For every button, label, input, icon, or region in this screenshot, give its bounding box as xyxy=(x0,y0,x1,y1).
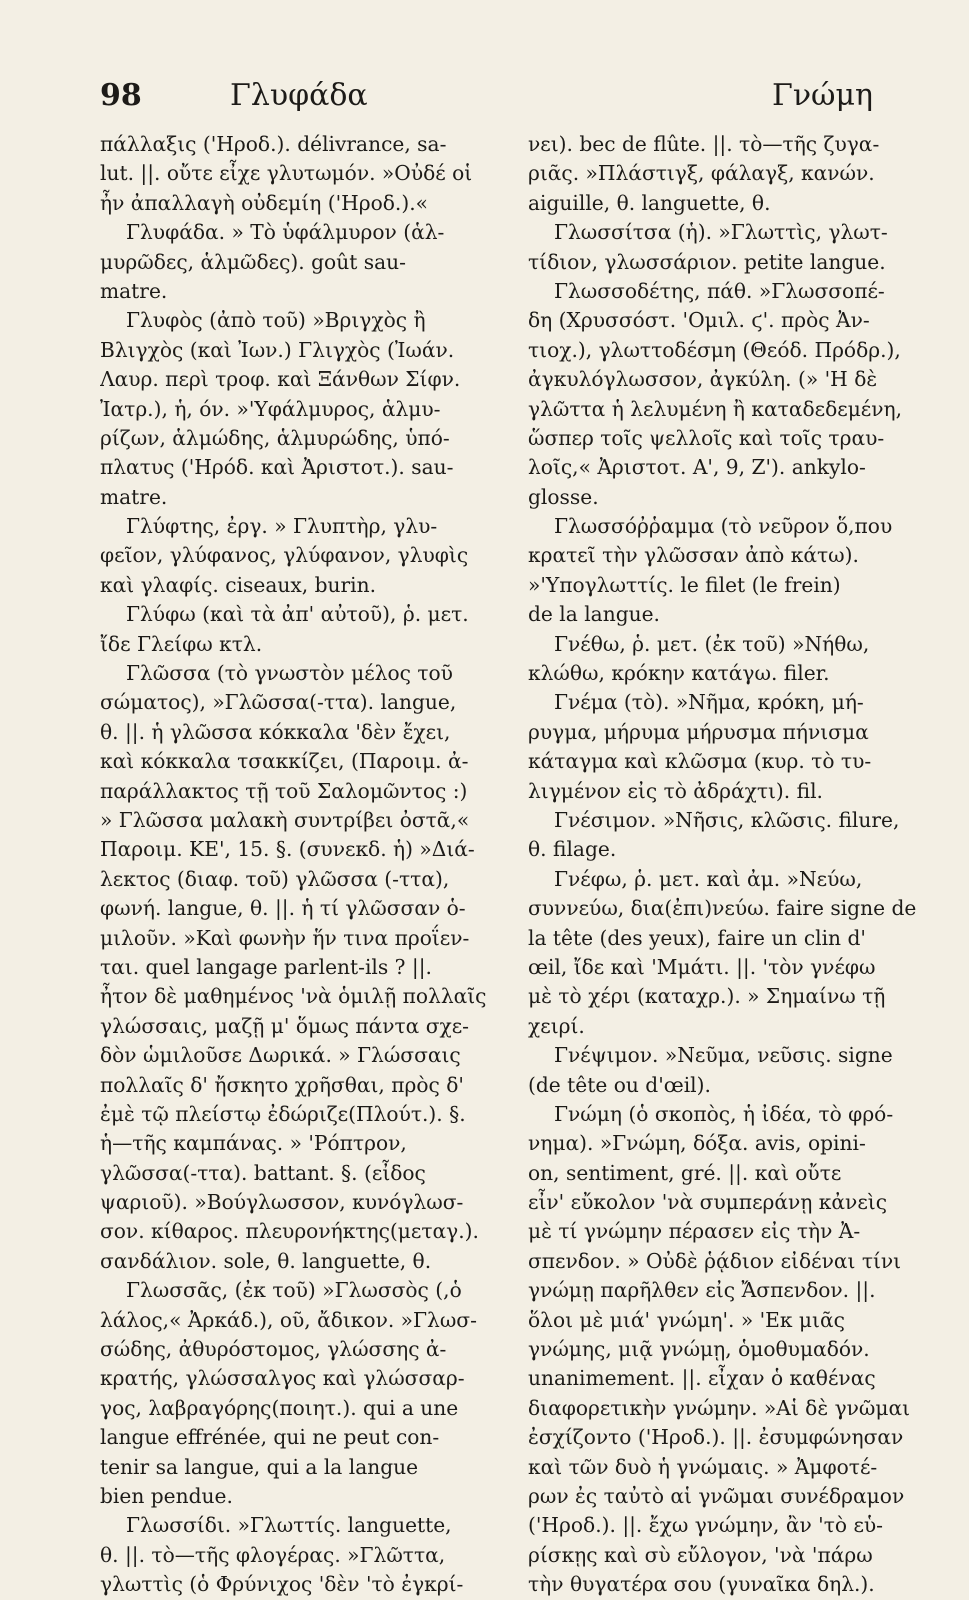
entry-line: Γλωσσίτσα (ἡ). »Γλωττὶς, γλωτ- xyxy=(554,220,888,245)
entry-line: χειρί. xyxy=(528,1013,585,1038)
entry-line: μυρῶδες, ἁλμῶδες). goût sau- xyxy=(100,249,406,274)
entry-line: ρίσκῃς καὶ σὺ εὔλογον, 'νὰ 'πάρω xyxy=(528,1542,873,1567)
entry-line: συννεύω, δια(ἐπι)νεύω. faire signe de xyxy=(528,896,917,921)
entry-line: τίδιον, γλωσσάριον. petite langue. xyxy=(528,249,886,274)
entry-line: πάλλαξις ('Ηροδ.). délivrance, sa- xyxy=(100,132,447,156)
entry-line: νημα). »Γνώμη, δόξα. avis, opini- xyxy=(528,1131,866,1156)
entry-line: διαφορετικὴν γνώμην. »Αἱ δὲ γνῶμαι xyxy=(528,1395,911,1420)
entry-line: ρυγμα, μήρυμα μήρυσμα πήνισμα xyxy=(528,719,869,744)
page-number: 98 xyxy=(100,78,142,113)
entry-line: σανδάλιον. sole, θ. languette, θ. xyxy=(100,1248,432,1273)
entry-line: Ἰατρ.), ἡ, όν. »'Υφάλμυρος, ἁλμυ- xyxy=(100,396,441,421)
entry-line: σον. κίθαρος. πλευρονήκτης(μεταγ.). xyxy=(100,1219,479,1244)
entry-line: unanimement. ||. εἶχαν ὁ καθένας xyxy=(528,1366,876,1391)
entry-line: aiguille, θ. languette, θ. xyxy=(528,190,771,215)
entry-line: λεκτος (διαφ. τοῦ) γλῶσσα (-ττα), xyxy=(100,866,450,891)
entry-line: γνώμῃ παρῆλθεν εἰς Ἄσπενδον. ||. xyxy=(528,1278,876,1303)
entry-line: glosse. xyxy=(528,484,599,509)
entry-line: γλῶσσα(-ττα). battant. §. (εἶδος xyxy=(100,1160,426,1185)
entry-line: ἐμὲ τῷ πλείστῳ ἐδώριζε(Πλούτ.). §. xyxy=(100,1101,466,1126)
entry-line: κλώθω, κρόκην κατάγω. filer. xyxy=(528,661,830,686)
entry-line: ἦτον δὲ μαθημένος 'νὰ ὁμιλῇ πολλαῖς xyxy=(100,984,487,1009)
entry-line: Γλύφω (καὶ τὰ ἀπ' αὐτοῦ), ῥ. μετ. xyxy=(126,602,469,627)
two-column-body xyxy=(100,130,933,1597)
entry-line: lut. ||. οὔτε εἶχε γλυτωμόν. »Οὐδέ οἱ xyxy=(100,161,473,186)
entry-line: σπενδον. » Οὐδὲ ῥᾴδιον εἰδέναι τίνι xyxy=(528,1248,902,1273)
entry-line: μὲ τὸ χέρι (καταχρ.). » Σημαίνω τῇ xyxy=(528,984,886,1009)
entry-line: καὶ γλαφίς. ciseaux, burin. xyxy=(100,572,377,597)
entry-line: δη (Χρυσσόστ. 'Ομιλ. ϛ'. πρὸς Ἀν- xyxy=(528,308,870,333)
left-guide-word: Γλυφάδα xyxy=(230,78,368,113)
entry-line: θ. ||. ἡ γλῶσσα κόκκαλα 'δὲν ἔχει, xyxy=(100,719,451,744)
entry-line: σώματος), »Γλῶσσα(-ττα). langue, xyxy=(100,690,457,715)
entry-line: (de tête ou d'œil). xyxy=(528,1072,711,1097)
entry-line: ψαριοῦ). »Βούγλωσσον, κυνόγλωσ- xyxy=(100,1190,464,1215)
entry-line: ὅλοι μὲ μιά' γνώμη'. » 'Εκ μιᾶς xyxy=(528,1307,845,1332)
entry-line: γλώσσαις, μαζῇ μ' ὅμως πάντα σχε- xyxy=(100,1013,470,1038)
entry-line: Γνώμη (ὁ σκοπὸς, ἡ ἰδέα, τὸ φρό- xyxy=(554,1101,894,1126)
entry-line: κρατεῖ τὴν γλῶσσαν ἀπὸ κάτω). xyxy=(528,543,859,568)
entry-line: καὶ τῶν δυὸ ἡ γνώμαις. » Ἀμφοτέ- xyxy=(528,1454,878,1479)
entry-line: matre. xyxy=(100,484,168,509)
entry-line: κάταγμα καὶ κλῶσμα (κυρ. τὸ τυ- xyxy=(528,749,872,774)
entry-line: πολλαῖς δ' ἤσκητο χρῆσθαι, πρὸς δ' xyxy=(100,1072,464,1097)
entry-line: ἴδε Γλείφω κτλ. xyxy=(100,631,263,656)
entry-line: θ. filage. xyxy=(528,837,617,862)
entry-line: εἶν' εὔκολον 'νὰ συμπεράνῃ κἀνεὶς xyxy=(528,1190,888,1215)
entry-line: la tête (des yeux), faire un clin d' xyxy=(528,925,866,950)
entry-line: γνώμης, μιᾷ γνώμῃ, ὁμοθυμαδόν. xyxy=(528,1337,870,1362)
right-column xyxy=(528,130,928,1600)
left-column xyxy=(100,130,495,1600)
entry-line: ἡ—τῆς καμπάνας. » 'Ρόπτρον, xyxy=(100,1131,407,1156)
entry-line: θ. ||. τὸ—τῆς φλογέρας. »Γλῶττα, xyxy=(100,1542,446,1567)
entry-line: Γλωσσᾶς, (ἐκ τοῦ) »Γλωσσὸς (,ὁ xyxy=(126,1278,462,1303)
entry-line: λιγμένον εἰς τὸ ἀδράχτι). fil. xyxy=(528,778,823,803)
running-head xyxy=(100,78,933,118)
entry-line: » Γλῶσσα μαλακὴ συντρίβει ὀστᾶ,« xyxy=(100,807,470,832)
entry-line: λάλος,« Ἀρκάδ.), οῦ, ἄδικον. »Γλωσ- xyxy=(100,1307,477,1332)
entry-line: γος, λαβραγόρης(ποιητ.). qui a une xyxy=(100,1395,459,1420)
entry-line: λοῖς,« Ἀριστοτ. Α', 9, Ζ'). ankylo- xyxy=(528,455,866,480)
entry-line: Γνέφω, ῥ. μετ. καὶ ἀμ. »Νεύω, xyxy=(554,866,863,891)
entry-line: Παροιμ. ΚΕ', 15. §. (συνεκδ. ἡ) »Διά- xyxy=(100,837,475,862)
entry-line: φεῖον, γλύφανος, γλύφανον, γλυφὶς xyxy=(100,543,469,568)
entry-line: Γλῶσσα (τὸ γνωστὸν μέλος τοῦ xyxy=(126,661,453,686)
entry-line: φωνή. langue, θ. ||. ἡ τί γλῶσσαν ὁ- xyxy=(100,896,466,921)
entry-line: Γλωσσόῤῥαμμα (τὸ νεῦρον ὅ,που xyxy=(554,514,893,539)
entry-line: Γνέμα (τὸ). »Νῆμα, κρόκη, μή- xyxy=(554,690,864,715)
entry-line: τὴν θυγατέρα σου (γυναῖκα δηλ.). xyxy=(528,1572,875,1597)
entry-line: παράλλακτος τῇ τοῦ Σαλομῶντος :) xyxy=(100,778,468,803)
entry-line: ριᾶς. »Πλάστιγξ, φάλαγξ, κανών. xyxy=(528,161,875,186)
entry-line: ρίζων, ἁλμώδης, ἁλμυρώδης, ὑπό- xyxy=(100,425,450,450)
entry-line: καὶ κόκκαλα τσακκίζει, (Παροιμ. ἀ- xyxy=(100,749,469,774)
entry-line: ρων ἐς ταὐτὸ αἱ γνῶμαι συνέδραμον xyxy=(528,1483,905,1508)
entry-line: Γνέθω, ῥ. μετ. (ἐκ τοῦ) »Νήθω, xyxy=(554,631,870,656)
entry-line: Λαυρ. περὶ τροφ. καὶ Ξάνθων Σίφν. xyxy=(100,367,461,392)
entry-line: ἐσχίζοντο ('Ηροδ.). ||. ἐσυμφώνησαν xyxy=(528,1425,904,1450)
entry-line: Βλιγχὸς (καὶ Ἰων.) Γλιγχὸς (Ἰωάν. xyxy=(100,337,455,362)
entry-line: on, sentiment, gré. ||. καὶ οὔτε xyxy=(528,1160,842,1185)
entry-line: γλωττὶς (ὁ Φρύνιχος 'δὲν 'τὸ ἐγκρί- xyxy=(100,1572,464,1597)
entry-line: ἦν ἀπαλλαγὴ οὐδεμίη ('Ηροδ.).« xyxy=(100,190,428,215)
entry-line: γλῶττα ἡ λελυμένη ἢ καταδεδεμένη, xyxy=(528,396,903,421)
entry-line: ἀγκυλόγλωσσον, ἀγκύλη. (» 'Η δὲ xyxy=(528,367,878,392)
entry-line: Γνέσιμον. »Νῆσις, κλῶσις. filure, xyxy=(554,807,900,832)
entry-line: ὥσπερ τοῖς ψελλοῖς καὶ τοῖς τραυ- xyxy=(528,425,885,450)
entry-line: ('Ηροδ.). ||. ἔχω γνώμην, ἂν 'τὸ εὑ- xyxy=(528,1513,883,1538)
entry-line: »'Υπογλωττίς. le filet (le frein) xyxy=(528,572,841,597)
entry-line: μιλοῦν. »Καὶ φωνὴν ἥν τινα προΐεν- xyxy=(100,925,470,950)
entry-line: σώδης, ἀθυρόστομος, γλώσσης ἀ- xyxy=(100,1337,447,1362)
entry-line: μὲ τί γνώμην πέρασεν εἰς τὴν Ἀ- xyxy=(528,1219,861,1244)
entry-line: matre. xyxy=(100,278,168,303)
entry-line: langue effrénée, qui ne peut con- xyxy=(100,1425,440,1450)
right-guide-word: Γνώμη xyxy=(772,78,873,113)
entry-line: tenir sa langue, qui a la langue xyxy=(100,1454,419,1479)
entry-line: τιοχ.), γλωττοδέσμη (Θεόδ. Πρόδρ.), xyxy=(528,337,901,362)
entry-line: Γλύφτης, ἐργ. » Γλυπτὴρ, γλυ- xyxy=(126,514,438,539)
entry-line: Γλωσσίδι. »Γλωττίς. languette, xyxy=(126,1513,452,1538)
entry-line: νει). bec de flûte. ||. τὸ—τῆς ζυγα- xyxy=(528,132,880,156)
entry-line: δὸν ὡμιλοῦσε Δωρικά. » Γλώσσαις xyxy=(100,1043,461,1068)
entry-line: bien pendue. xyxy=(100,1483,233,1508)
entry-line: κρατής, γλώσσαλγος καὶ γλώσσαρ- xyxy=(100,1366,465,1391)
entry-line: de la langue. xyxy=(528,602,660,627)
entry-line: Γνέψιμον. »Νεῦμα, νεῦσις. signe xyxy=(554,1043,893,1068)
entry-line: œil, ἴδε καὶ 'Μμάτι. ||. 'τὸν γνέφω xyxy=(528,954,876,979)
entry-line: πλατυς ('Ηρόδ. καὶ Ἀριστοτ.). sau- xyxy=(100,455,454,480)
entry-line: Γλυφὸς (ἀπὸ τοῦ) »Βριγχὸς ἢ xyxy=(126,308,426,333)
entry-line: Γλωσσοδέτης, πάθ. »Γλωσσοπέ- xyxy=(554,278,885,303)
entry-line: Γλυφάδα. » Τὸ ὑφάλμυρον (ἁλ- xyxy=(126,220,445,245)
entry-line: ται. quel langage parlent-ils ? ||. xyxy=(100,954,432,979)
